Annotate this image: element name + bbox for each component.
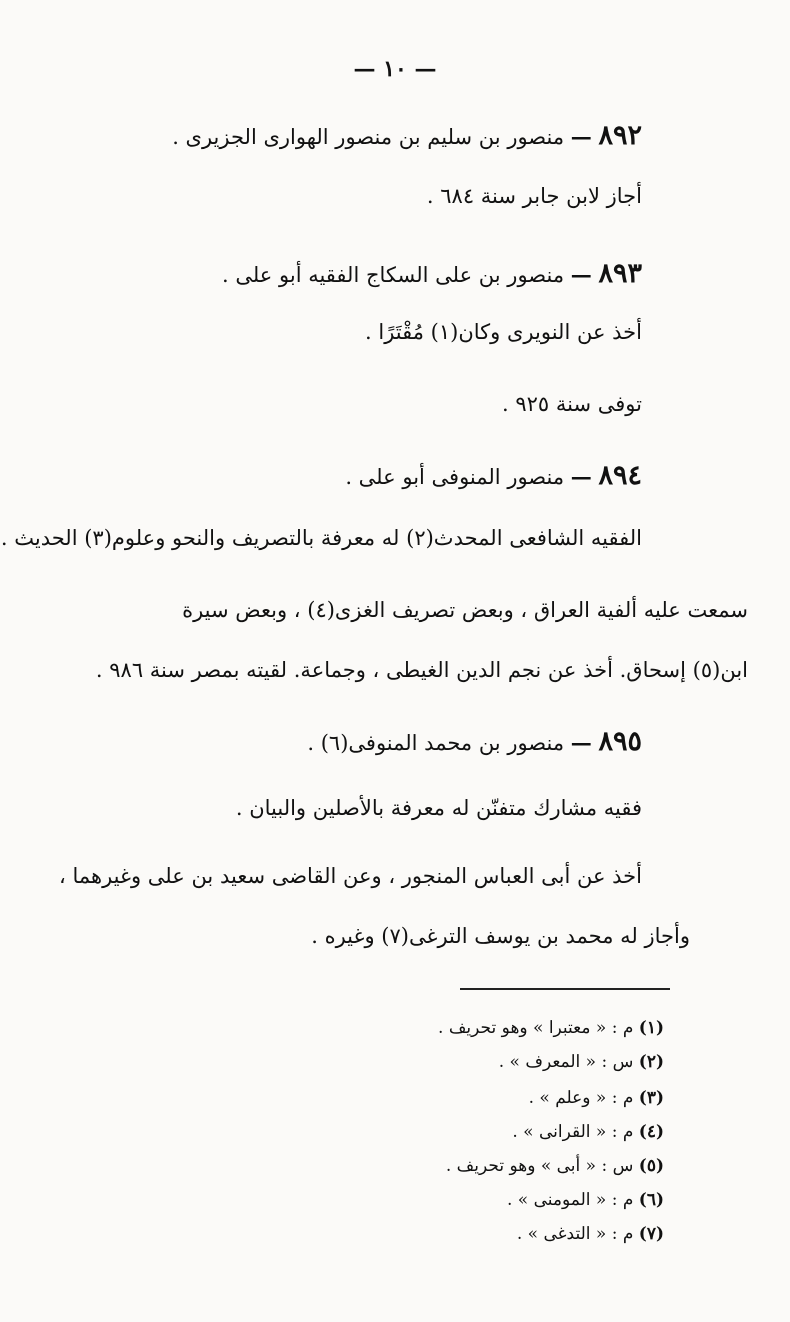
footnote bbox=[517, 1226, 664, 1243]
footnote-number: (٧) bbox=[638, 1224, 664, 1244]
body-line: وأجاز له محمد بن يوسف الترغى(٧) وغيره . bbox=[311, 924, 690, 948]
footnote-text: س : « أبى » وهو تحريف . bbox=[445, 1156, 634, 1176]
body-line: توفى سنة ٩٢٥ . bbox=[502, 392, 642, 416]
body-line: أجاز لابن جابر سنة ٦٨٤ . bbox=[426, 184, 642, 208]
footnote-text: م : « التدغى » . bbox=[516, 1224, 634, 1244]
footnote-number: (٥) bbox=[638, 1156, 664, 1176]
footnote-text: م : « وعلم » . bbox=[528, 1088, 634, 1108]
footnote bbox=[438, 1020, 664, 1037]
footnote bbox=[507, 1192, 664, 1209]
entry-name: منصور المنوفى أبو على . bbox=[345, 465, 565, 489]
footnote-text: س : « المعرف » . bbox=[498, 1052, 634, 1072]
footnote bbox=[446, 1158, 664, 1175]
footnote-divider bbox=[460, 988, 670, 990]
page-number: — ١٠ — bbox=[353, 56, 437, 82]
footnote-number: (١) bbox=[638, 1018, 664, 1038]
footnote-number: (٣) bbox=[638, 1088, 664, 1108]
entry-number: ٨٩٣ bbox=[598, 258, 642, 289]
body-line: أخذ عن أبى العباس المنجور ، وعن القاضى سعيد بن على وغيرهما ، bbox=[59, 864, 642, 888]
entry-separator: — bbox=[570, 124, 592, 149]
footnote-text: م : « المومنى » . bbox=[506, 1190, 634, 1210]
footnote-number: (٢) bbox=[638, 1052, 664, 1072]
entry-name: منصور بن سليم بن منصور الهوارى الجزيرى . bbox=[172, 125, 565, 149]
entry-number: ٨٩٥ bbox=[598, 726, 642, 757]
entry-separator: — bbox=[570, 464, 592, 489]
footnote bbox=[529, 1090, 664, 1107]
entry-number: ٨٩٤ bbox=[598, 460, 642, 491]
footnote-text: م : « القرانى » . bbox=[512, 1122, 634, 1142]
entry-893 bbox=[222, 260, 642, 287]
entry-name: منصور بن محمد المنوفى(٦) . bbox=[307, 731, 565, 755]
footnote-number: (٦) bbox=[638, 1190, 664, 1210]
entry-892 bbox=[172, 122, 642, 149]
body-line: أخذ عن النويرى وكان(١) مُقْتَرًا . bbox=[365, 320, 642, 344]
entry-name: منصور بن على السكاج الفقيه أبو على . bbox=[221, 263, 565, 287]
footnote bbox=[512, 1124, 664, 1141]
entry-number: ٨٩٢ bbox=[598, 120, 642, 151]
body-line: ابن(٥) إسحاق. أخذ عن نجم الدين الغيطى ، وجماعة. لقيته بمصر سنة ٩٨٦ . bbox=[95, 658, 748, 682]
footnote-text: م : « معتبرا » وهو تحريف . bbox=[438, 1018, 634, 1038]
body-line: سمعت عليه ألفية العراق ، وبعض تصريف الغزى(٤) ، وبعض سيرة bbox=[182, 598, 748, 622]
entry-separator: — bbox=[570, 730, 592, 755]
body-line: فقيه مشارك متفنّن له معرفة بالأصلين والبيان . bbox=[235, 796, 642, 820]
entry-894 bbox=[345, 462, 642, 489]
entry-895 bbox=[307, 728, 642, 755]
entry-separator: — bbox=[570, 262, 592, 287]
footnote-number: (٤) bbox=[638, 1122, 664, 1142]
footnote bbox=[499, 1054, 664, 1071]
body-line: الفقيه الشافعى المحدث(٢) له معرفة بالتصريف والنحو وعلوم(٣) الحديث . bbox=[0, 526, 642, 550]
